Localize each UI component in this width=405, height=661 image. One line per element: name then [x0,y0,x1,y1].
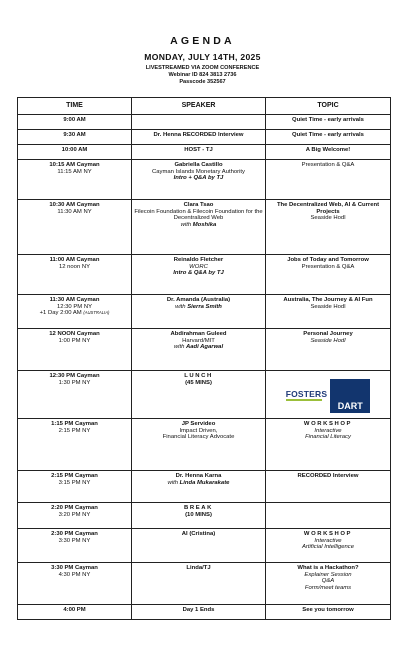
time-cell: 12:30 PM Cayman 1:30 PM NY [18,371,132,419]
topic-cell: Personal Journey Seaside Hodl [266,329,391,371]
speaker-cell: Dr. Amanda (Australia) with Sierra Smith [132,295,266,329]
speaker-cell: AI (Cristina) [132,529,266,563]
table-row [18,295,391,329]
time-cell: 2:15 PM Cayman 3:15 PM NY [18,471,132,503]
table-row [18,255,391,295]
time-cell: 2:20 PM Cayman 3:20 PM NY [18,503,132,529]
column-header-speaker: SPEAKER [132,98,266,115]
topic-cell: Jobs of Today and Tomorrow Presentation & Q&A [266,255,391,295]
table-row [18,145,391,160]
topic-cell: RECORDED Interview [266,471,391,503]
topic-cell [266,371,391,419]
time-cell: 11:00 AM Cayman 12 noon NY [18,255,132,295]
speaker-cell: Dr. Henna Karna with Linda Mukarakate [132,471,266,503]
topic-cell: Quiet Time - early arrivals [266,115,391,130]
topic-cell: Quiet Time - early arrivals [266,130,391,145]
table-row [18,130,391,145]
table-row [18,419,391,471]
speaker-cell: Gabriella Castillo Cayman Islands Monetary Authority Intro + Q&A by TJ [132,160,266,200]
time-cell: 10:15 AM Cayman 11:15 AM NY [18,160,132,200]
column-header-time: TIME [18,98,132,115]
speaker-cell: Dr. Henna RECORDED Interview [132,130,266,145]
topic-cell: Presentation & Q&A [266,160,391,200]
table-row [18,371,391,419]
table-row [18,563,391,605]
event-date: MONDAY, JULY 14TH, 2025 [144,52,261,62]
speaker-cell: Abdirahman Guleed Harvard/MIT with Aadi Agarwal [132,329,266,371]
table-header-row [18,98,391,115]
table-row [18,605,391,620]
topic-cell: A Big Welcome! [266,145,391,160]
time-cell: 10:30 AM Cayman 11:30 AM NY [18,200,132,255]
topic-cell: WORKSHOP Interactive Financial Literacy [266,419,391,471]
topic-cell: What is a Hackathon? Explainer Session Q&A Form/meet teams [266,563,391,605]
column-header-topic: TOPIC [266,98,391,115]
speaker-cell: BREAK (10 MINS) [132,503,266,529]
speaker-cell: Reinaldo Fletcher WORC Intro & Q&A by TJ [132,255,266,295]
speaker-cell: JP Servideo Impact Driven, Financial Literacy Advocate [132,419,266,471]
table-row [18,471,391,503]
speaker-cell [132,115,266,130]
dart-logo: DART [330,379,370,413]
topic-cell: WORKSHOP Interactive Artificial Intelligence [266,529,391,563]
time-cell: 9:00 AM [18,115,132,130]
speaker-cell: HOST - TJ [132,145,266,160]
time-cell: 12 NOON Cayman 1:00 PM NY [18,329,132,371]
table-row [18,160,391,200]
passcode: Passcode 352567 [179,79,226,85]
time-cell: 10:00 AM [18,145,132,160]
table-row [18,529,391,563]
agenda-table [17,97,391,620]
topic-cell: Australia, The Journey & AI Fun Seaside Hodl [266,295,391,329]
speaker-cell: LUNCH (45 MINS) [132,371,266,419]
table-row [18,200,391,255]
time-cell: 1:15 PM Cayman 2:15 PM NY [18,419,132,471]
topic-cell: The Decentralized Web, AI & Current Projects Seaside Hodl [266,200,391,255]
time-cell: 2:30 PM Cayman 3:30 PM NY [18,529,132,563]
table-row [18,503,391,529]
livestream-note: LIVESTREAMED VIA ZOOM CONFERENCE [145,65,260,71]
speaker-cell: Linda/TJ [132,563,266,605]
webinar-id: Webinar ID 824 3813 2736 [168,72,237,78]
fosters-logo: FOSTERS [285,389,328,400]
time-cell: 11:30 AM Cayman 12:30 PM NY +1 Day 2:00 AM (AUSTRALIA) [18,295,132,329]
table-row [18,115,391,130]
speaker-cell: Day 1 Ends [132,605,266,620]
agenda-title: AGENDA [170,35,235,47]
topic-cell [266,503,391,529]
speaker-cell: Clara Tsao Filecoin Foundation & Filecoin Foundation for the Decentralized Web with Moshika [132,200,266,255]
time-cell: 9:30 AM [18,130,132,145]
time-cell: 3:30 PM Cayman 4:30 PM NY [18,563,132,605]
table-row [18,329,391,371]
time-cell: 4:00 PM [18,605,132,620]
topic-cell: See you tomorrow [266,605,391,620]
sponsor-logos [268,379,388,413]
